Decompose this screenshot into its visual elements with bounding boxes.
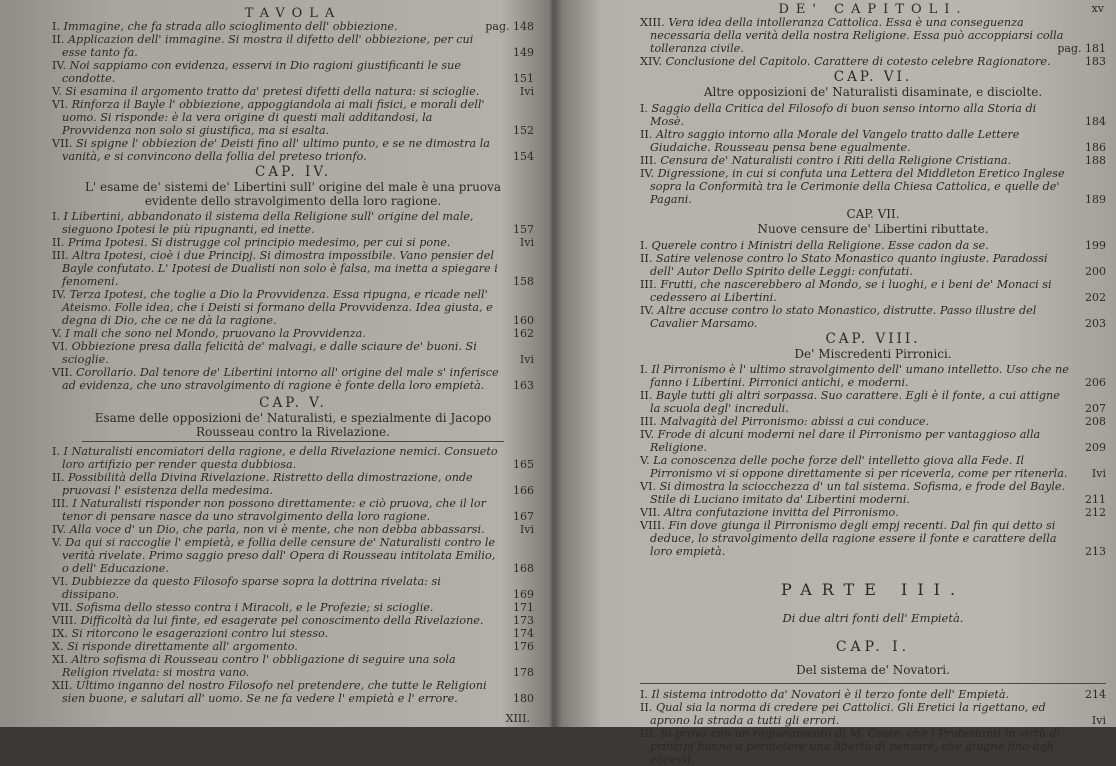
toc-entry (640, 454, 1106, 480)
entry-number: II. (640, 251, 656, 265)
top-entry-list (52, 20, 534, 163)
entry-text: Terza Ipotesi, che toglie a Dio la Provvidenza. Essa ripugna, e ricade nell' Ateismo. Folle idea, che i Deisti si formano della Provvidenza. Idea giusta, e degna di Dio, che ce ne dà la ragione. (62, 288, 493, 327)
entry-number: VIII. (52, 614, 81, 627)
toc-entry (52, 523, 534, 536)
toc-entry (52, 536, 534, 575)
page-number: xv (1091, 2, 1104, 15)
entry-number: IV. (640, 166, 658, 180)
entry-number: V. (52, 85, 66, 98)
entry-page-number: 171 (513, 601, 534, 614)
entry-number: II. (52, 33, 68, 46)
entry-page-number: 188 (1085, 153, 1106, 167)
entry-page-number: 213 (1085, 545, 1106, 558)
chapter-title: De' Miscredenti Pirronici. (794, 346, 952, 361)
entry-number: I. (52, 20, 64, 33)
toc-entry (640, 16, 1106, 55)
toc-entry (52, 210, 534, 236)
entry-number: II. (640, 127, 656, 141)
entry-number: III. (640, 153, 661, 167)
chapter-title: Altre opposizioni de' Naturalisti disaminate, e disciolte. (703, 85, 1043, 99)
entry-number: IV. (640, 303, 658, 317)
entry-text: Altra Ipotesi, cioè i due Principj. Si dimostra impossibile. Vano pensier del Bayle confutato. L' Ipotesi de Dualisti non solo è falsa, ma inetta a spiegare i fenomeni. (62, 249, 498, 288)
entry-text: Altro saggio intorno alla Morale del Vangelo tratto dalle Lettere Giudaiche. Rousseau pensa bene egualmente. (650, 127, 1020, 154)
entry-text: Applicazion dell' immagine. Si mostra il difetto dell' obbiezione, per cui esse tanto fa. (62, 33, 474, 59)
entry-page-number: 208 (1085, 415, 1106, 428)
entry-number: II. (52, 471, 68, 484)
toc-entry (640, 389, 1106, 415)
toc-entry (52, 445, 534, 471)
entry-page-number: 212 (1085, 506, 1106, 519)
entry-page-number: 154 (513, 150, 534, 163)
entry-number: III. (640, 727, 661, 740)
top-entry-list (640, 16, 1106, 68)
entry-number: III. (52, 497, 73, 510)
entry-text: Querele contro i Ministri della Religione. Esse cadon da se. (651, 238, 989, 252)
divider (640, 683, 1106, 684)
entry-text: Difficoltà da lui finte, ed esagerate pel conoscimento della Rivelazione. (80, 614, 484, 627)
entry-text: Si dimostra la sciocchezza d' un tal sistema. Sofisma, e frode del Bayle. Stile di Luciano imitato da' Libertini moderni. (650, 480, 1066, 506)
toc-entry (52, 340, 534, 366)
chapter-heading: CAP. VI. (833, 69, 913, 85)
entry-text: Bayle tutti gli altri sorpassa. Suo carattere. Egli è il fonte, a cui attigne la scuola degl' increduli. (650, 389, 1060, 415)
toc-entry (52, 627, 534, 640)
entry-number: III. (52, 249, 73, 262)
entry-text: Sofisma dello stesso contra i Miracoli, e le Profezie; si scioglie. (76, 601, 434, 614)
divider (82, 441, 504, 442)
entry-list (640, 102, 1106, 206)
entry-number: I. (640, 363, 652, 376)
entry-text: Frutti, che nascerebbero al Mondo, se i luoghi, e i beni de' Monaci si cedessero ai Libertini. (650, 277, 1052, 304)
entry-number: VI. (52, 340, 72, 353)
entry-number: V. (52, 327, 66, 340)
entry-page-number: 211 (1085, 493, 1106, 506)
entry-page-number: 207 (1085, 402, 1106, 415)
chapter-title: L' esame de' sistemi de' Libertini sull' origine del male è una pruova evidente dello stravolgimento della loro ragione. (84, 180, 502, 208)
chapter-heading: CAP. IV. (254, 164, 332, 180)
toc-entry (52, 85, 534, 98)
entry-text: Il Pirronismo è l' ultimo stravolgimento dell' umano intelletto. Uso che ne fanno i Libertini. Pirronici antichi, e moderni. (650, 363, 1069, 389)
entry-page-number: 214 (1085, 688, 1106, 701)
entry-number: VI. (640, 480, 660, 493)
entry-number: IV. (52, 59, 70, 72)
entry-number: I. (52, 210, 64, 223)
entry-text: Si esamina il argomento tratto da' pretesi difetti della natura: si scioglie. (65, 85, 480, 98)
entry-number: II. (640, 701, 656, 714)
entry-list (640, 239, 1106, 330)
entry-number: IV. (52, 288, 70, 301)
entry-page-number: 202 (1085, 290, 1106, 304)
entry-number: X. (52, 640, 68, 653)
toc-entry (640, 252, 1106, 278)
entry-list (640, 363, 1106, 558)
chapter-heading-inline (660, 208, 1086, 222)
entry-number: III. (640, 415, 661, 428)
entry-page-number: 189 (1085, 192, 1106, 206)
entry-list (52, 445, 534, 705)
toc-entry (52, 614, 534, 627)
entry-text: I Naturalisti encomiatori della ragione, e della Rivelazione nemici. Consueto loro artifizio per render questa dubbiosa. (62, 445, 498, 471)
toc-entry (52, 288, 534, 327)
toc-entry (640, 154, 1106, 167)
entry-text: Possibilità della Divina Rivelazione. Ristretto della dimostrazione, onde pruovasi l' esistenza della medesima. (62, 471, 473, 497)
entry-number: I. (640, 238, 652, 252)
toc-entry (640, 128, 1106, 154)
entry-page-number: 176 (513, 640, 534, 653)
entry-text: I mali che sono nel Mondo, pruovano la Provvidenza. (65, 327, 366, 340)
entry-page-number: 167 (513, 510, 534, 523)
entry-page-number: 166 (513, 484, 534, 497)
entry-page-number: 206 (1085, 376, 1106, 389)
toc-entry (52, 366, 534, 392)
entry-page-number: 183 (1085, 55, 1106, 68)
chapter-heading: CAP. VIII. (825, 330, 921, 347)
toc-entry (52, 327, 534, 340)
entry-text: Vera idea della intolleranza Cattolica. Essa è una conseguenza necessaria della verità della nostra Religione. Essa può accoppiarsi colla tolleranza civile. (650, 16, 1064, 55)
entry-text: Immagine, che fa strada allo scioglimento dell' obbiezione. (63, 20, 398, 33)
entry-list (52, 210, 534, 392)
entry-page-number: pag. 181 (1057, 42, 1106, 55)
entry-page-number: 149 (513, 46, 534, 59)
toc-entry (640, 701, 1106, 727)
entry-number: V. (52, 536, 66, 549)
entry-text: Si prova con un ragionamento di M. Coste, che i Protestanti in virtù di principj hanno a permetere una libertà di pensare, che giugne fino agli eccessi. (650, 727, 1061, 766)
entry-text: Frode di alcuni moderni nel dare il Pirronismo per vantaggioso alla Religione. (650, 428, 1041, 454)
toc-entry (52, 137, 534, 163)
right-page-content (640, 2, 1106, 766)
entry-number: IV. (52, 523, 70, 536)
toc-entry (52, 33, 534, 59)
entry-number: I. (640, 688, 652, 701)
chapter-heading: CAP. I. (835, 639, 911, 655)
part-subtitle: Di due altri fonti dell' Empietà. (782, 611, 964, 625)
toc-entry (640, 167, 1106, 206)
entry-page-number: 199 (1085, 238, 1106, 252)
entry-text: Qual sia la norma di credere pei Cattolici. Gli Eretici la rigettano, ed aprono la strada a tutti gli errori. (650, 701, 1046, 727)
entry-number: VII. (640, 506, 665, 519)
entry-text: I Libertini, abbandonato il sistema della Religione sull' origine del male, sieguono Ipotesi le più ripugnanti, ed inette. (62, 210, 474, 236)
entry-page-number: 173 (513, 614, 534, 627)
entry-page-number: 168 (513, 562, 534, 575)
entry-text: Ultimo inganno del nostro Filosofo nel pretendere, che tutte le Religioni sien buone, e salutari all' uomo. Se ne fa vedere l' empietà e l' errore. (62, 679, 487, 705)
entry-number: V. (640, 454, 654, 467)
toc-entry (640, 480, 1106, 506)
entry-page-number: 178 (513, 666, 534, 679)
entry-text: Il sistema introdotto da' Novatori è il terzo fonte dell' Empietà. (651, 688, 1010, 701)
toc-entry (640, 428, 1106, 454)
toc-entry (640, 278, 1106, 304)
entry-page-number: Ivi (519, 85, 534, 98)
chapter-title: Nuove censure de' Libertini ributtate. (757, 222, 989, 236)
entry-number: VII. (52, 601, 77, 614)
entry-page-number: Ivi (519, 353, 534, 366)
toc-entry (640, 727, 1106, 766)
toc-entry (52, 640, 534, 653)
entry-page-number: 174 (513, 627, 534, 640)
entry-number: II. (52, 236, 68, 249)
entry-number: XIII. (640, 16, 669, 29)
entry-text: Fin dove giunga il Pirronismo degli empj recenti. Dal fin qui detto si deduce, lo stravolgimento della ragione essere il fonte e carattere della loro empietà. (650, 519, 1057, 558)
entry-page-number: 163 (513, 379, 534, 392)
toc-entry (52, 236, 534, 249)
entry-text: Noi sappiamo con evidenza, esservi in Dio ragioni giustificanti le sue condotte. (62, 59, 461, 85)
catchword: XIII. (505, 712, 530, 725)
part-heading: PARTE III. (780, 580, 966, 599)
toc-entry (52, 98, 534, 137)
entry-page-number: 184 (1085, 114, 1106, 128)
entry-number: XI. (52, 653, 72, 666)
entry-text: Si spigne l' obbiezion de' Deisti fino all' ultimo punto, e se ne dimostra la vanità, e si convincono della follia del preteso trionfo. (62, 137, 490, 163)
toc-entry (640, 363, 1106, 389)
toc-entry (52, 20, 534, 33)
entry-number: VII. (52, 366, 77, 379)
entry-text: Satire velenose contro lo Stato Monastico quanto ingiuste. Paradossi dell' Autor Dello Spirito delle Leggi: confutati. (650, 251, 1048, 278)
toc-entry (640, 519, 1106, 558)
entry-text: Alla voce d' un Dio, che parla, non vi è mente, che non debba abbassarsi. (69, 523, 485, 536)
entry-text: Da qui si raccoglie l' empietà, e follia delle censure de' Naturalisti contro le verità rivelate. Primo saggio preso dall' Opera di Rousseau intitolata Emilio, o dell' Educazione. (62, 536, 496, 575)
entry-text: Conclusione del Capitolo. Carattere di cotesto celebre Ragionatore. (665, 55, 1051, 68)
entry-text: Corollario. Dal tenore de' Libertini intorno all' origine del male s' inferisce ad evidenza, che uno stravolgimento di ragione è fonte della loro empietà. (62, 366, 499, 392)
entry-number: IX. (52, 627, 72, 640)
left-page (0, 0, 548, 727)
toc-entry (52, 679, 534, 705)
toc-entry (640, 304, 1106, 330)
toc-entry (52, 653, 534, 679)
entry-text: La conoscenza delle poche forze dell' intelletto giova alla Fede. Il Pirronismo vi si oppone direttamente sì per riceverla, come per ritenerla. (650, 454, 1068, 480)
entry-list (640, 688, 1106, 766)
toc-entry (52, 575, 534, 601)
toc-entry (640, 688, 1106, 701)
entry-page-number: 165 (513, 458, 534, 471)
entry-number: XIV. (640, 55, 666, 68)
entry-text: Saggio della Critica del Filosofo di buon senso intorno alla Storia di Mosè. (650, 101, 1037, 128)
chapter-title: Esame delle opposizioni de' Naturalisti, e spezialmente di Jacopo Rousseau contro la Rivelazione. (94, 411, 492, 439)
toc-entry (52, 471, 534, 497)
entry-text: Dubbiezze da questo Filosofo sparse sopra la dottrina rivelata: si dissipano. (62, 575, 441, 601)
entry-text: Altro sofisma di Rousseau contro l' obbligazione di seguire una sola Religion rivelata: si mostra vano. (62, 653, 456, 679)
entry-page-number: 157 (513, 223, 534, 236)
entry-number: I. (52, 445, 64, 458)
entry-page-number: pag. 148 (485, 20, 534, 33)
running-head-text: DE' CAPITOLI. (778, 2, 968, 17)
entry-page-number: Ivi (1091, 714, 1106, 727)
entry-text: I Naturalisti risponder non possono direttamente: e ciò pruova, che il lor tenor di pensare nasce da uno stravolgimento della loro ragione. (62, 497, 486, 523)
chapter-heading: CAP. V. (259, 395, 327, 411)
entry-number: VII. (52, 137, 77, 150)
entry-page-number: 151 (513, 72, 534, 85)
entry-number: IV. (640, 428, 658, 441)
entry-number: I. (640, 101, 652, 115)
entry-text: Digressione, in cui si confuta una Lettera del Middleton Eretico Inglese sopra la Conformità tra le Cerimonie della Chiesa Cattolica, e quelle de' Pagani. (650, 166, 1065, 206)
entry-number: III. (640, 277, 661, 291)
entry-page-number: Ivi (519, 236, 534, 249)
chapter-heading: CAP. VII. (846, 206, 900, 221)
left-page-content (52, 6, 534, 705)
entry-page-number: 203 (1085, 316, 1106, 330)
entry-text: Rinforza il Bayle l' obbiezione, appoggiandola ai mali fisici, e morali dell' uomo. Si risponde: è la vera origine di questi mali additandosi, la Provvidenza non solo si giustifica, ma si esalta. (62, 98, 485, 137)
toc-entry (640, 239, 1106, 252)
entry-text: Malvagità del Pirronismo: abissi a cui conduce. (660, 415, 930, 428)
entry-text: Si risponde direttamente all' argomento. (67, 640, 298, 653)
entry-text: Prima Ipotesi. Si distrugge col principio medesimo, per cui si pone. (67, 236, 451, 249)
entry-text: Si ritorcono le esagerazioni contro lui stesso. (71, 627, 329, 640)
entry-page-number: Ivi (1091, 467, 1106, 480)
entry-page-number: 162 (513, 327, 534, 340)
entry-page-number: 160 (513, 314, 534, 327)
entry-number: II. (640, 389, 656, 402)
toc-entry (640, 415, 1106, 428)
toc-entry (52, 601, 534, 614)
entry-number: XII. (52, 679, 76, 692)
toc-entry (52, 59, 534, 85)
entry-page-number: 152 (513, 124, 534, 137)
entry-text: Censura de' Naturalisti contro i Riti della Religione Cristiana. (660, 153, 1012, 167)
entry-text: Altre accuse contro lo stato Monastico, distrutte. Passo illustre del Cavalier Marsamo. (650, 303, 1037, 330)
entry-page-number: 186 (1085, 140, 1106, 154)
entry-number: VIII. (640, 519, 669, 532)
entry-page-number: 158 (513, 275, 534, 288)
chapter-title: Del sistema de' Novatori. (796, 663, 950, 677)
toc-entry (52, 249, 534, 288)
running-head-left: TAVOLA (244, 6, 342, 21)
entry-page-number: 180 (513, 692, 534, 705)
entry-page-number: 200 (1085, 264, 1106, 278)
right-page (556, 0, 1116, 766)
entry-text: Altra confutazione invitta del Pirronismo. (664, 506, 899, 519)
running-head-right (640, 2, 1106, 16)
toc-entry (640, 506, 1106, 519)
entry-number: VI. (52, 98, 72, 111)
toc-entry (52, 497, 534, 523)
entry-page-number: 169 (513, 588, 534, 601)
entry-number: VI. (52, 575, 72, 588)
toc-entry (640, 102, 1106, 128)
toc-entry (640, 55, 1106, 68)
entry-page-number: 209 (1085, 441, 1106, 454)
entry-page-number: Ivi (519, 523, 534, 536)
entry-text: Obbiezione presa dalla felicità de' malvagi, e dalle sciaure de' buoni. Si scioglie. (62, 340, 477, 366)
